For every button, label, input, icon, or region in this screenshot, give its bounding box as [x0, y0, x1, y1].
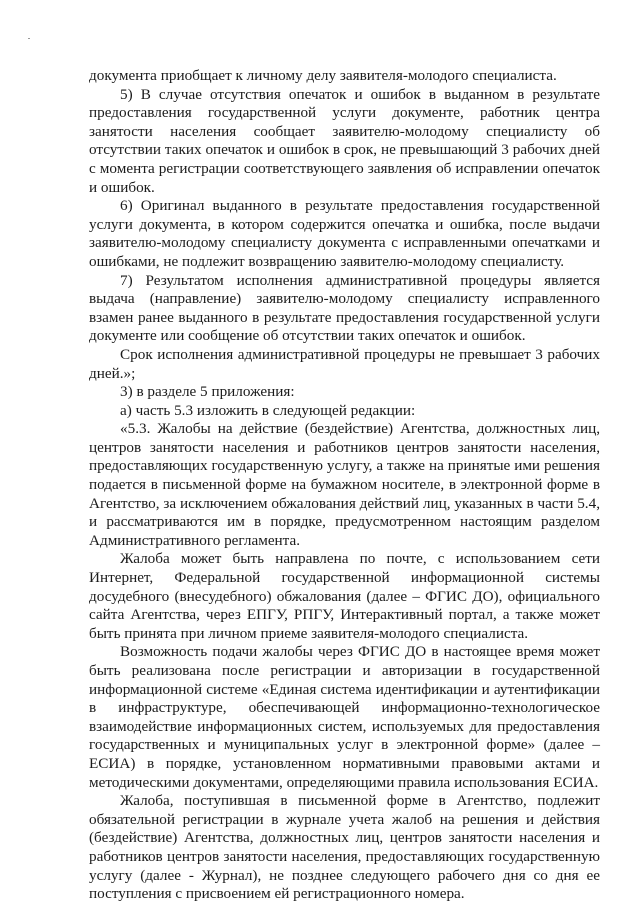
- paragraph-item-5: 5) В случае отсутствия опечаток и ошибок в выданном в результате предоставления государственной услуги документе, работник центра занятости населения сообщает заявителю-молодому специалисту об отсутствии таких опечаток и ошибок в срок, не превышающий 3 рабочих дней с момента регистрации соответствующего заявления об исправлении опечаток и ошибок.: [89, 85, 600, 196]
- paragraph-complaints-5-3: «5.3. Жалобы на действие (бездействие) Агентства, должностных лиц, центров занятости населения и работников центров занятости населения, предоставляющих государственную услугу, а также на принятые ими решения подается в письменной форме на бумажном носителе, в электронной форме в Агентство, за исключением обжалования действий лиц, указанных в части 5.4, и рассматриваются им в порядке, предусмотренном настоящим разделом Административного регламента.: [89, 420, 600, 549]
- paragraph-complaint-channels: Жалоба может быть направлена по почте, с использованием сети Интернет, Федеральной государственной информационной системы досудебного (внесудебного) обжалования (далее – ФГИС ДО), официального сайта Агентства, через ЕПГУ, РПГУ, Интерактивный портал, а также может быть принята при личном приеме заявителя-молодого специалиста.: [89, 550, 600, 642]
- paragraph-item-7: 7) Результатом исполнения административной процедуры является выдача (направление) заявителю-молодому специалисту исправленного взамен ранее выданного в результате предоставления государственной услуги документе или сообщение об отсутствии таких опечаток и ошибок.: [89, 271, 600, 345]
- scan-mark: [28, 38, 30, 39]
- paragraph-part-5-3: а) часть 5.3 изложить в следующей редакции:: [120, 401, 416, 419]
- document-body: [89, 67, 600, 904]
- paragraph-deadline: Срок исполнения административной процедуры не превышает 3 рабочих дней.»;: [89, 345, 600, 382]
- paragraph-continuation: документа приобщает к личному делу заявителя-молодого специалиста.: [89, 67, 557, 84]
- paragraph-registration: Жалоба, поступившая в письменной форме в Агентство, подлежит обязательной регистрации в журнале учета жалоб на решения и действия (бездействие) Агентства, должностных лиц, центров занятости населения и работников центров занятости населения, предоставляющих государственную услугу (далее - Журнал), не позднее следующего рабочего дня со дня ее поступления с присвоением ей регистрационного номера.: [89, 792, 600, 903]
- paragraph-section-5: 3) в разделе 5 приложения:: [120, 383, 295, 401]
- paragraph-fgis-esia: Возможность подачи жалобы через ФГИС ДО в настоящее время может быть реализована после регистрации и авторизации в государственной информационной системе «Единая система идентификации и аутентификации в инфраструктуре, обеспечивающей информационно-технологическое взаимодействие информационных систем, используемых для предоставления государственных и муниципальных услуг в электронной форме» (далее – ЕСИА) в порядке, установленном нормативными правовыми актами и методическими документами, определяющими правила использования ЕСИА.: [89, 643, 600, 791]
- paragraph-item-6: 6) Оригинал выданного в результате предоставления государственной услуги документа, в котором содержится опечатка и ошибка, после выдачи заявителю-молодому специалисту документа с исправленными опечатками и ошибками, не подлежит возвращению заявителю-молодому специалисту.: [89, 197, 600, 270]
